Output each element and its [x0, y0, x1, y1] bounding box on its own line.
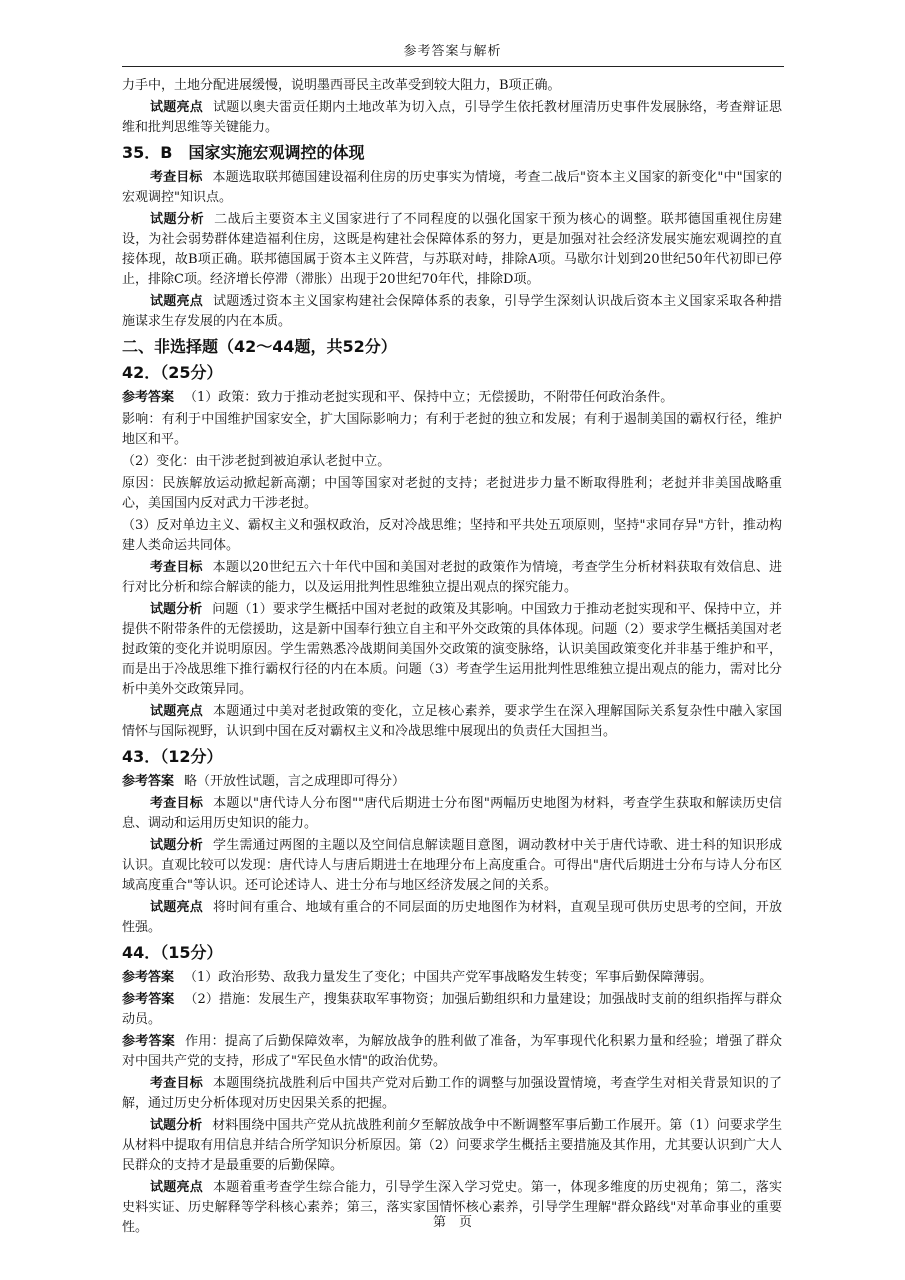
q34-highlight — [122, 98, 782, 138]
text-analysis: 材料围绕中国共产党从抗战胜利前夕至解放战争中不断调整军事后勤工作展开。第（1）问要求学生从材料中提取有用信息并结合所学知识分析原因。第（2）问要求学生概括主要措施及其作用，尤其要认识到广大人民群众的支持才是最重要的后勤保障。 — [122, 1118, 782, 1173]
label-analysis: 试题分析 — [150, 1118, 203, 1133]
text-answer: 略（开放性试题，言之成理即可得分） — [184, 774, 406, 789]
text-answer: 作用：提高了后勤保障效率，为解放战争的胜利做了准备，为军事现代化积累力量和经验；增强了群众对中国共产党的支持，形成了"军民鱼水情"的政治优势。 — [122, 1034, 782, 1069]
label-answer: 参考答案 — [122, 992, 175, 1007]
text-target: 本题围绕抗战胜利后中国共产党对后勤工作的调整与加强设置情境，考查学生对相关背景知识的了解，通过历史分析体现对历史因果关系的把握。 — [122, 1076, 782, 1111]
q35-heading: 35．B 国家实施宏观调控的体现 — [122, 143, 365, 162]
label-highlight: 试题亮点 — [150, 294, 203, 309]
q43-analysis — [122, 836, 782, 896]
label-highlight: 试题亮点 — [150, 100, 203, 115]
q44-analysis — [122, 1116, 782, 1176]
q42-answer-5: （3）反对单边主义、霸权主义和强权政治，反对冷战思维；坚持和平共处五项原则，坚持"求同存异"方针，推动构建人类命运共同体。 — [122, 518, 782, 553]
text-answer: （1）政策：致力于推动老挝实现和平、保持中立；无偿援助，不附带任何政治条件。 — [184, 390, 674, 405]
q42-answer-3: （2）变化：由干涉老挝到被迫承认老挝中立。 — [122, 454, 391, 469]
text-analysis: 问题（1）要求学生概括中国对老挝的政策及其影响。中国致力于推动老挝实现和平、保持中立，并提供不附带条件的无偿援助，这是新中国奉行独立自主和平外交政策的具体体现。问题（2）要求学生概括美国对老挝政策的变化并说明原因。学生需熟悉冷战期间美国外交政策的演变脉络，认识美国政策变化并非基于维护和平，而是出于冷战思维下推行霸权行径的内在本质。问题（3）考查学生运用批判性思维独立提出观点的能力，需对比分析中美外交政策异同。 — [122, 602, 782, 697]
text-analysis: 学生需通过两图的主题以及空间信息解读题目意图，调动教材中关于唐代诗歌、进士科的知识形成认识。直观比较可以发现：唐代诗人与唐后期进士在地理分布上高度重合。可得出"唐代后期进士分布与诗人分布区域高度重合"等认识。还可论述诗人、进士分布与地区经济发展之间的关系。 — [122, 838, 782, 893]
text-highlight: 试题以奥夫雷贡任期内土地改革为切入点，引导学生依托教材厘清历史事件发展脉络，考查辩证思维和批判思维等关键能力。 — [122, 100, 782, 135]
label-highlight: 试题亮点 — [150, 704, 203, 719]
label-analysis: 试题分析 — [150, 212, 205, 227]
label-highlight: 试题亮点 — [150, 900, 203, 915]
q44-heading: 44．（15分） — [122, 943, 223, 962]
label-target: 考查目标 — [150, 1076, 203, 1091]
q42-answer-2: 影响：有利于中国维护国家安全，扩大国际影响力；有利于老挝的独立和发展；有利于遏制美国的霸权行径，维护地区和平。 — [122, 412, 782, 447]
label-target: 考查目标 — [150, 560, 203, 575]
label-target: 考查目标 — [150, 170, 203, 185]
page-body — [122, 76, 782, 1240]
section2-heading: 二、非选择题（42～44题，共52分） — [122, 337, 397, 356]
label-highlight: 试题亮点 — [150, 1180, 203, 1195]
text-target: 本题以"唐代诗人分布图""唐代后期进士分布图"两幅历史地图为材料，考查学生获取和解读历史信息、调动和运用历史知识的能力。 — [122, 796, 782, 831]
text-target: 本题选取联邦德国建设福利住房的历史事实为情境，考查二战后"资本主义国家的新变化"中"国家的宏观调控"知识点。 — [122, 170, 782, 205]
q42-analysis — [122, 600, 782, 700]
label-target: 考查目标 — [150, 796, 204, 811]
text-answer: （1）政治形势、敌我力量发生了变化；中国共产党军事战略发生转变；军事后勤保障薄弱。 — [184, 970, 713, 985]
label-analysis: 试题分析 — [150, 838, 203, 853]
text-highlight: 本题通过中美对老挝政策的变化，立足核心素养，要求学生在深入理解国际关系复杂性中融入家国情怀与国际视野，认识到中国在反对霸权主义和冷战思维中展现出的负责任大国担当。 — [122, 704, 782, 739]
label-answer: 参考答案 — [122, 1034, 176, 1049]
q35-highlight — [122, 292, 782, 332]
label-analysis: 试题分析 — [150, 602, 203, 617]
text-highlight: 将时间有重合、地域有重合的不同层面的历史地图作为材料，直观呈现可供历史思考的空间，开放性强。 — [122, 900, 782, 935]
q42-answer-1 — [122, 388, 782, 408]
q35-analysis — [122, 210, 782, 290]
q42-highlight — [122, 702, 782, 742]
text-highlight: 本题着重考查学生综合能力，引导学生深入学习党史。第一，体现多维度的历史视角；第二，落实史料实证、历史解释等学科核心素养；第三，落实家国情怀核心素养，引导学生理解"群众路线"对革命事业的重要性。 — [122, 1180, 782, 1235]
text-analysis: 二战后主要资本主义国家进行了不同程度的以强化国家干预为核心的调整。联邦德国重视住房建设，为社会弱势群体建造福利住房，这既是构建社会保障体系的努力，更是加强对社会经济发展实施宏观调控的直接体现，故B项正确。联邦德国属于资本主义阵营，与苏联对峙，排除A项。马歇尔计划到20世纪50年代初即已停止，排除C项。经济增长停滞（滞胀）出现于20世纪70年代，排除D项。 — [122, 212, 782, 287]
label-answer: 参考答案 — [122, 970, 175, 985]
q43-heading: 43．（12分） — [122, 747, 223, 766]
page-footer: 第 页 — [432, 1215, 472, 1230]
q44-answer-2 — [122, 990, 782, 1030]
q35-target — [122, 168, 782, 208]
text-highlight: 试题透过资本主义国家构建社会保障体系的表象，引导学生深刻认识战后资本主义国家采取各种措施谋求生存发展的内在本质。 — [122, 294, 782, 329]
page-header: 参考答案与解析 — [403, 44, 502, 59]
text-answer: （2）措施：发展生产，搜集获取军事物资；加强后勤组织和力量建设；加强战时支前的组织指挥与群众动员。 — [122, 992, 782, 1027]
header-rule — [122, 66, 784, 67]
label-answer: 参考答案 — [122, 390, 175, 405]
q42-heading: 42．（25分） — [122, 363, 223, 382]
q44-answer-1 — [122, 968, 782, 988]
q43-answer — [122, 772, 782, 792]
q43-highlight — [122, 898, 782, 938]
label-answer: 参考答案 — [122, 774, 175, 789]
q42-target — [122, 558, 782, 598]
q34-continuation: 力手中，土地分配进展缓慢，说明墨西哥民主改革受到较大阻力，B项正确。 — [122, 78, 561, 93]
q42-answer-4: 原因：民族解放运动掀起新高潮；中国等国家对老挝的支持；老挝进步力量不断取得胜利；老挝并非美国战略重心，美国国内反对武力干涉老挝。 — [122, 476, 782, 511]
q44-target — [122, 1074, 782, 1114]
text-target: 本题以20世纪五六十年代中国和美国对老挝的政策作为情境，考查学生分析材料获取有效信息、进行对比分析和综合解读的能力，以及运用批判性思维独立提出观点的探究能力。 — [122, 560, 782, 595]
q43-target — [122, 794, 782, 834]
q44-answer-3 — [122, 1032, 782, 1072]
